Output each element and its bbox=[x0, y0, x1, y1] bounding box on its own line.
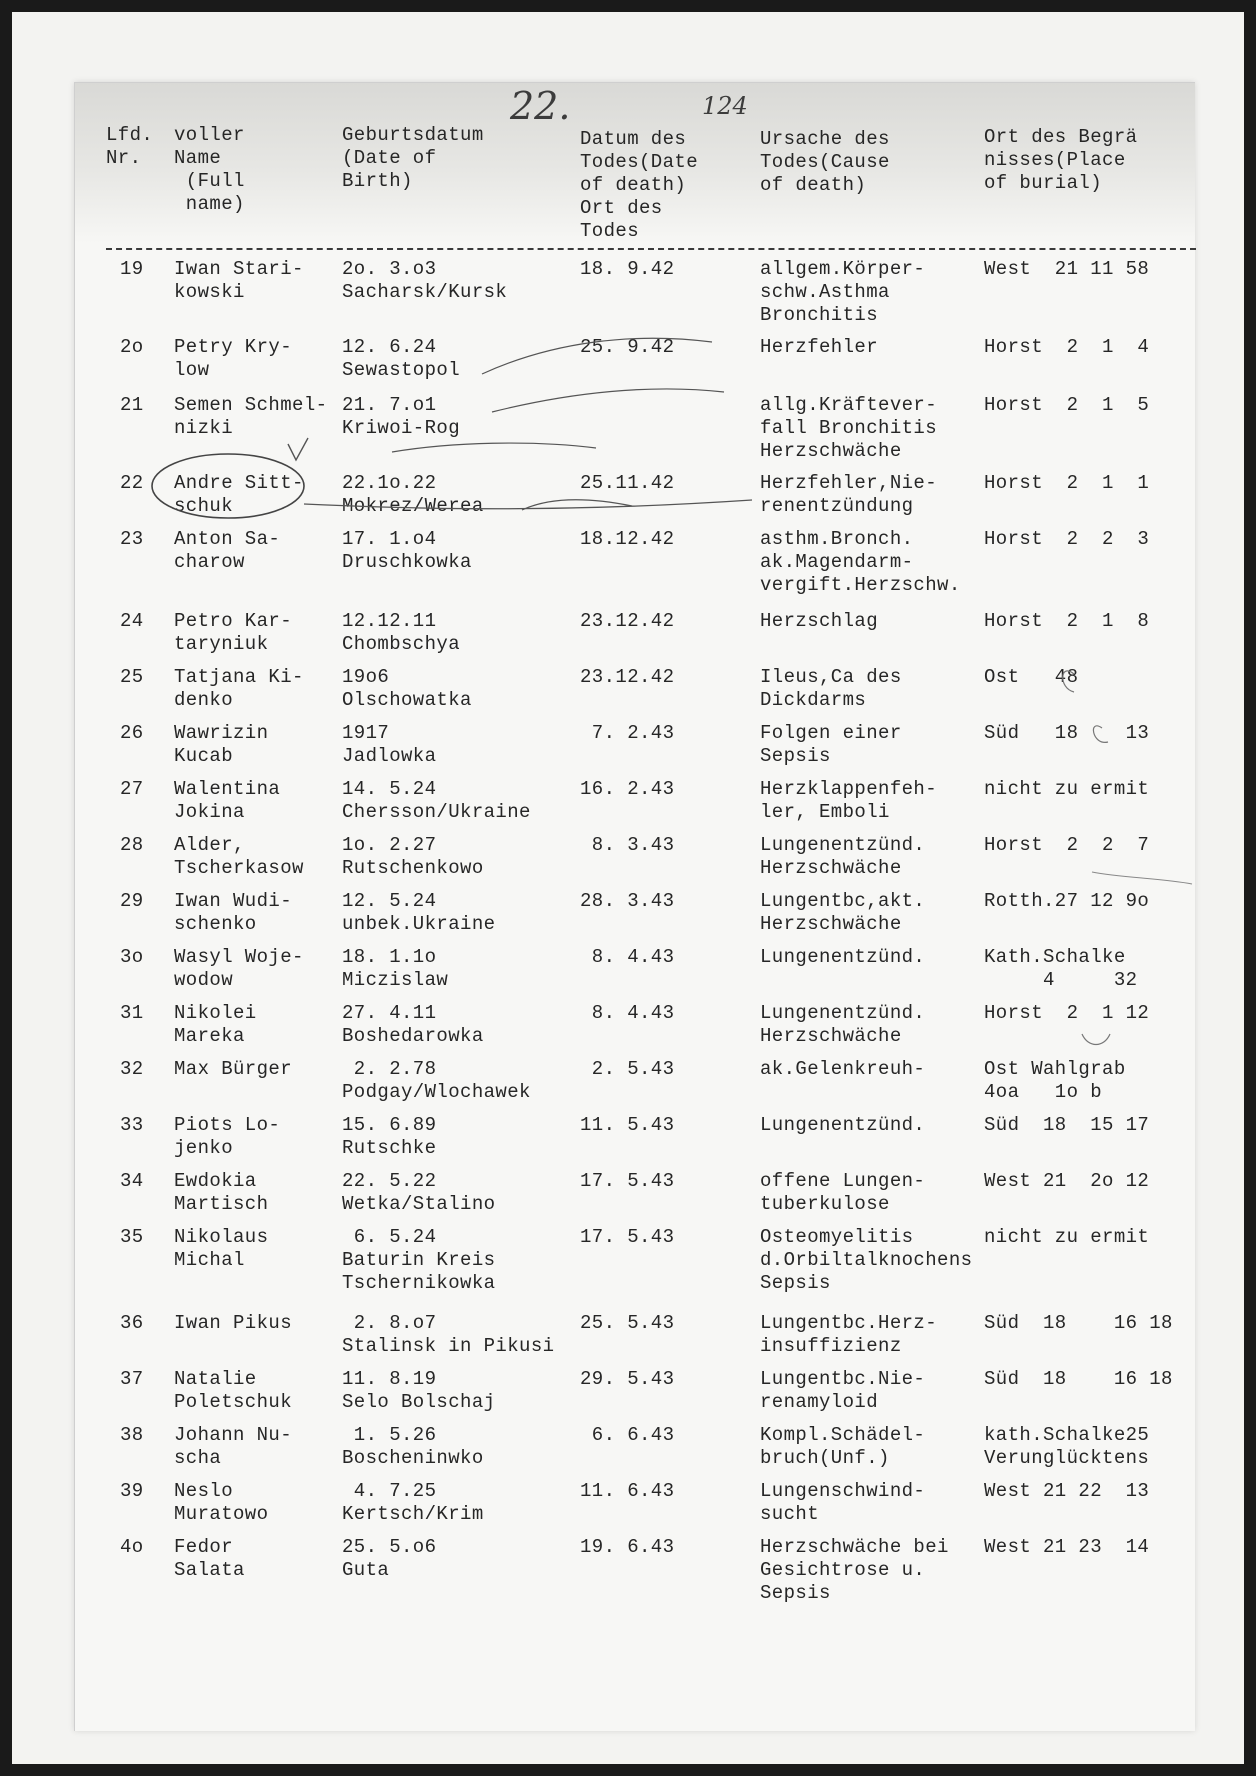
row-burial-place: Horst 2 2 3 bbox=[984, 528, 1150, 550]
row-cause-of-death: Herzfehler,Nie- renentzündung bbox=[760, 472, 938, 517]
scanned-page bbox=[12, 12, 1244, 1764]
row-full-name: Wawrizin Kucab bbox=[174, 722, 269, 767]
row-death-date: 25. 5.43 bbox=[580, 1312, 675, 1334]
row-cause-of-death: offene Lungen- tuberkulose bbox=[760, 1170, 926, 1215]
row-full-name: Nikolaus Michal bbox=[174, 1226, 269, 1271]
row-burial-place: Horst 2 1 8 bbox=[984, 610, 1150, 632]
row-full-name: Natalie Poletschuk bbox=[174, 1368, 293, 1413]
row-cause-of-death: Folgen einer Sepsis bbox=[760, 722, 902, 767]
row-birth-date: 15. 6.89 Rutschke bbox=[342, 1114, 437, 1159]
row-birth-date: 19o6 Olschowatka bbox=[342, 666, 472, 711]
row-nr: 31 bbox=[120, 1002, 144, 1024]
row-cause-of-death: asthm.Bronch. ak.Magendarm- vergift.Herzschw. bbox=[760, 528, 961, 596]
row-cause-of-death: Lungenentzünd. Herzschwäche bbox=[760, 834, 926, 879]
row-full-name: Andre Sitt- schuk bbox=[174, 472, 304, 517]
row-birth-date: 22.1o.22 Mokrez/Werea bbox=[342, 472, 484, 517]
row-nr: 26 bbox=[120, 722, 144, 744]
row-death-date: 19. 6.43 bbox=[580, 1536, 675, 1558]
row-nr: 22 bbox=[120, 472, 144, 494]
row-death-date: 25.11.42 bbox=[580, 472, 675, 494]
row-nr: 27 bbox=[120, 778, 144, 800]
row-burial-place: West 21 22 13 bbox=[984, 1480, 1150, 1502]
pencil-mark-2 bbox=[1093, 726, 1108, 743]
row-death-date: 11. 6.43 bbox=[580, 1480, 675, 1502]
pencil-mark-4 bbox=[1092, 872, 1192, 884]
row-nr: 32 bbox=[120, 1058, 144, 1080]
row-burial-place: Kath.Schalke 4 32 bbox=[984, 946, 1138, 991]
header-birth: Geburtsdatum (Date of Birth) bbox=[342, 124, 484, 192]
row-burial-place: Ost 48 bbox=[984, 666, 1079, 688]
row-nr: 3o bbox=[120, 946, 144, 968]
row-cause-of-death: Osteomyelitis d.Orbiltalknochens Sepsis bbox=[760, 1226, 973, 1294]
row-birth-date: 14. 5.24 Chersson/Ukraine bbox=[342, 778, 531, 823]
row-burial-place: Süd 18 13 bbox=[984, 722, 1150, 744]
row-nr: 34 bbox=[120, 1170, 144, 1192]
row-death-date: 8. 4.43 bbox=[580, 1002, 675, 1024]
row-cause-of-death: Lungenschwind- sucht bbox=[760, 1480, 926, 1525]
row-nr: 37 bbox=[120, 1368, 144, 1390]
row-nr: 24 bbox=[120, 610, 144, 632]
row-nr: 38 bbox=[120, 1424, 144, 1446]
row-death-date: 11. 5.43 bbox=[580, 1114, 675, 1136]
handwritten-note-stroke-1 bbox=[482, 338, 712, 374]
handwritten-note-stroke-3 bbox=[392, 443, 596, 452]
name-circle-mark bbox=[152, 454, 304, 518]
row-full-name: Anton Sa- charow bbox=[174, 528, 281, 573]
row-full-name: Ewdokia Martisch bbox=[174, 1170, 269, 1215]
row-full-name: Nikolei Mareka bbox=[174, 1002, 257, 1047]
row-cause-of-death: Lungenentzünd. Herzschwäche bbox=[760, 1002, 926, 1047]
row-cause-of-death: allg.Kräftever- fall Bronchitis Herzschwäche bbox=[760, 394, 938, 462]
row-nr: 36 bbox=[120, 1312, 144, 1334]
row-birth-date: 17. 1.o4 Druschkowka bbox=[342, 528, 472, 573]
row-nr: 2o bbox=[120, 336, 144, 358]
row-death-date: 6. 6.43 bbox=[580, 1424, 675, 1446]
row-nr: 29 bbox=[120, 890, 144, 912]
row-death-date: 18. 9.42 bbox=[580, 258, 675, 280]
row-nr: 28 bbox=[120, 834, 144, 856]
header-nr: Lfd. Nr. bbox=[106, 124, 154, 169]
header-cause: Ursache des Todes(Cause of death) bbox=[760, 128, 890, 196]
row-birth-date: 12. 6.24 Sewastopol bbox=[342, 336, 461, 381]
row-birth-date: 2o. 3.o3 Sacharsk/Kursk bbox=[342, 258, 508, 303]
row-birth-date: 6. 5.24 Baturin Kreis Tschernikowka bbox=[342, 1226, 496, 1294]
row-full-name: Neslo Muratowo bbox=[174, 1480, 269, 1525]
row-cause-of-death: allgem.Körper- schw.Asthma Bronchitis bbox=[760, 258, 926, 326]
row-burial-place: Süd 18 16 18 bbox=[984, 1312, 1173, 1334]
row-full-name: Semen Schmel- nizki bbox=[174, 394, 328, 439]
row-cause-of-death: Kompl.Schädel- bruch(Unf.) bbox=[760, 1424, 926, 1469]
row-full-name: Petry Kry- low bbox=[174, 336, 293, 381]
row-full-name: Iwan Stari- kowski bbox=[174, 258, 304, 303]
row-burial-place: Rotth.27 12 9o bbox=[984, 890, 1150, 912]
row-cause-of-death: Lungentbc.Nie- renamyloid bbox=[760, 1368, 926, 1413]
row-birth-date: 22. 5.22 Wetka/Stalino bbox=[342, 1170, 496, 1215]
row-cause-of-death: Lungenentzünd. bbox=[760, 946, 926, 968]
row-full-name: Iwan Pikus bbox=[174, 1312, 293, 1334]
row-birth-date: 1. 5.26 Boscheninwko bbox=[342, 1424, 484, 1469]
row-birth-date: 27. 4.11 Boshedarowka bbox=[342, 1002, 484, 1047]
row-death-date: 2. 5.43 bbox=[580, 1058, 675, 1080]
row-full-name: Walentina Jokina bbox=[174, 778, 281, 823]
row-full-name: Tatjana Ki- denko bbox=[174, 666, 304, 711]
row-death-date: 23.12.42 bbox=[580, 610, 675, 632]
row-birth-date: 11. 8.19 Selo Bolschaj bbox=[342, 1368, 496, 1413]
row-full-name: Johann Nu- scha bbox=[174, 1424, 293, 1469]
row-burial-place: West 21 2o 12 bbox=[984, 1170, 1150, 1192]
row-full-name: Wasyl Woje- wodow bbox=[174, 946, 304, 991]
pencil-mark-3 bbox=[1082, 1034, 1110, 1045]
row-nr: 4o bbox=[120, 1536, 144, 1558]
row-birth-date: 12. 5.24 unbek.Ukraine bbox=[342, 890, 496, 935]
row-nr: 21 bbox=[120, 394, 144, 416]
row-cause-of-death: Lungenentzünd. bbox=[760, 1114, 926, 1136]
row-death-date: 16. 2.43 bbox=[580, 778, 675, 800]
row-burial-place: West 21 23 14 bbox=[984, 1536, 1150, 1558]
row-nr: 33 bbox=[120, 1114, 144, 1136]
row-birth-date: 18. 1.1o Miczislaw bbox=[342, 946, 449, 991]
row-full-name: Iwan Wudi- schenko bbox=[174, 890, 293, 935]
row-nr: 39 bbox=[120, 1480, 144, 1502]
row-burial-place: Horst 2 1 5 bbox=[984, 394, 1150, 416]
row-death-date: 23.12.42 bbox=[580, 666, 675, 688]
row-full-name: Fedor Salata bbox=[174, 1536, 245, 1581]
header-name: voller Name (Full name) bbox=[174, 124, 245, 215]
row-cause-of-death: Lungentbc,akt. Herzschwäche bbox=[760, 890, 926, 935]
row-nr: 35 bbox=[120, 1226, 144, 1248]
row-death-date: 29. 5.43 bbox=[580, 1368, 675, 1390]
row-cause-of-death: Herzfehler bbox=[760, 336, 879, 358]
row-birth-date: 2. 8.o7 Stalinsk in Pikusi bbox=[342, 1312, 555, 1357]
row-death-date: 17. 5.43 bbox=[580, 1226, 675, 1248]
row-birth-date: 12.12.11 Chombschya bbox=[342, 610, 461, 655]
row-burial-place: Horst 2 1 12 bbox=[984, 1002, 1150, 1024]
row-burial-place: Horst 2 2 7 bbox=[984, 834, 1150, 856]
check-mark bbox=[288, 438, 308, 460]
row-cause-of-death: Ileus,Ca des Dickdarms bbox=[760, 666, 902, 711]
row-death-date: 8. 4.43 bbox=[580, 946, 675, 968]
row-full-name: Petro Kar- taryniuk bbox=[174, 610, 293, 655]
row-full-name: Piots Lo- jenko bbox=[174, 1114, 281, 1159]
row-death-date: 28. 3.43 bbox=[580, 890, 675, 912]
row-burial-place: nicht zu ermit bbox=[984, 778, 1150, 800]
row-death-date: 7. 2.43 bbox=[580, 722, 675, 744]
row-burial-place: Horst 2 1 4 bbox=[984, 336, 1150, 358]
header-death: Datum des Todes(Date of death) Ort des Todes bbox=[580, 128, 699, 242]
page-number-secondary-handwritten: 124 bbox=[702, 92, 748, 120]
row-cause-of-death: Herzklappenfeh- ler, Emboli bbox=[760, 778, 938, 823]
row-burial-place: Ost Wahlgrab 4oa 1o b bbox=[984, 1058, 1126, 1103]
row-nr: 23 bbox=[120, 528, 144, 550]
row-cause-of-death: Lungentbc.Herz- insuffizienz bbox=[760, 1312, 938, 1357]
ink-marks bbox=[12, 12, 1244, 1764]
row-death-date: 18.12.42 bbox=[580, 528, 675, 550]
pencil-mark-1 bbox=[1063, 671, 1074, 692]
row-birth-date: 2. 2.78 Podgay/Wlochawek bbox=[342, 1058, 531, 1103]
row-cause-of-death: Herzschwäche bei Gesichtrose u. Sepsis bbox=[760, 1536, 949, 1604]
row-birth-date: 25. 5.o6 Guta bbox=[342, 1536, 437, 1581]
row-burial-place: Süd 18 15 17 bbox=[984, 1114, 1150, 1136]
row-burial-place: nicht zu ermit bbox=[984, 1226, 1150, 1248]
row-burial-place: Süd 18 16 18 bbox=[984, 1368, 1173, 1390]
row-birth-date: 21. 7.o1 Kriwoi-Rog bbox=[342, 394, 461, 439]
row-nr: 19 bbox=[120, 258, 144, 280]
row-burial-place: Horst 2 1 1 bbox=[984, 472, 1150, 494]
row-birth-date: 4. 7.25 Kertsch/Krim bbox=[342, 1480, 484, 1525]
row-birth-date: 1o. 2.27 Rutschenkowo bbox=[342, 834, 484, 879]
handwritten-note-stroke-2 bbox=[492, 389, 724, 412]
page-number-handwritten: 22. bbox=[510, 84, 571, 128]
row-full-name: Max Bürger bbox=[174, 1058, 293, 1080]
row-full-name: Alder, Tscherkasow bbox=[174, 834, 304, 879]
row-cause-of-death: ak.Gelenkreuh- bbox=[760, 1058, 926, 1080]
row-death-date: 25. 9.42 bbox=[580, 336, 675, 358]
row-birth-date: 1917 Jadlowka bbox=[342, 722, 437, 767]
row-death-date: 8. 3.43 bbox=[580, 834, 675, 856]
header-burial: Ort des Begrä nisses(Place of burial) bbox=[984, 126, 1138, 194]
row-burial-place: kath.Schalke25 Verunglücktens bbox=[984, 1424, 1150, 1469]
row-death-date: 17. 5.43 bbox=[580, 1170, 675, 1192]
row-nr: 25 bbox=[120, 666, 144, 688]
row-cause-of-death: Herzschlag bbox=[760, 610, 879, 632]
row-burial-place: West 21 11 58 bbox=[984, 258, 1150, 280]
